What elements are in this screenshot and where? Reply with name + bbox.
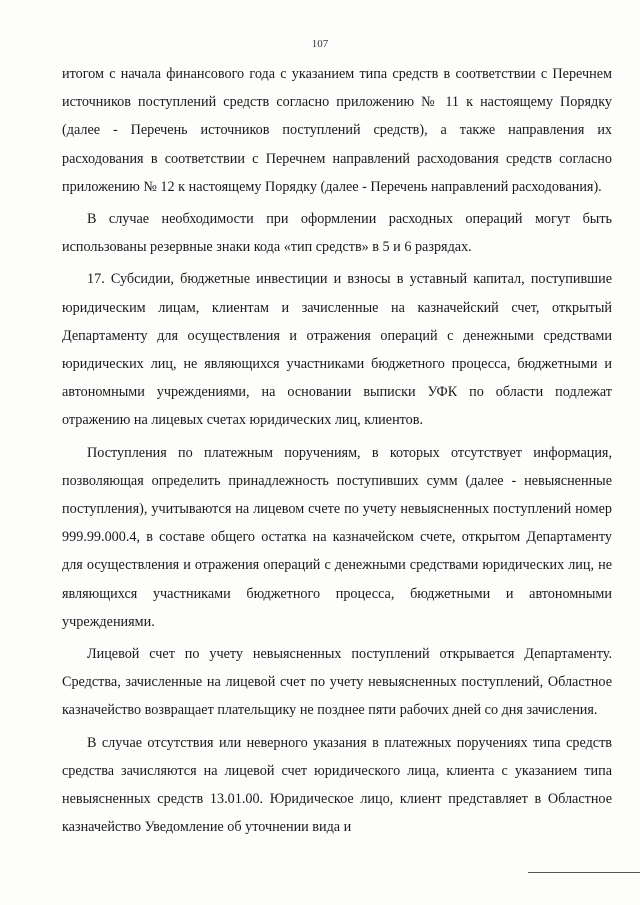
footer-rule [528, 872, 640, 873]
paragraph-item-17: 17. Субсидии, бюджетные инвестиции и взносы в уставный капитал, поступившие юридическим лицам, клиентам и зачисленные на казначейский счет, открытый Департаменту для осуществления и отражения операций с денежными средствами юридических лиц, не являющихся участниками бюджетного процесса, бюджетными и автономными учреждениями, на основании выписки УФК по области подлежат отражению на лицевых счетах юридических лиц, клиентов. [62, 271, 612, 429]
paragraph-account-opening: Лицевой счет по учету невыясненных поступлений открывается Департаменту. Средства, зачисленные на лицевой счет по учету невыясненных поступлений, Областное казначейство возвращает плательщику не позднее пяти рабочих дней со дня зачисления. [62, 646, 612, 719]
paragraph-continuation: итогом с начала финансового года с указанием типа средств в соответствии с Перечнем источников поступлений средств согласно приложению № 11 к настоящему Порядку (далее - Перечень источников поступлений средств), а также направления их расходования в соответствии с Перечнем направлений расходования средств согласно приложению № 12 к настоящему Порядку (далее - Перечень направлений расходования). [62, 66, 612, 195]
paragraph-missing-type: В случае отсутствия или неверного указания в платежных поручениях типа средств средства зачисляются на лицевой счет юридического лица, клиента с указанием типа невыясненных средств 13.01.00. Юридическое лицо, клиент представляет в Областное казначейство Уведомление об уточнении вида и [62, 734, 612, 836]
document-body [62, 60, 612, 841]
paragraph-reserve-codes: В случае необходимости при оформлении расходных операций могут быть использованы резервные знаки кода «тип средств» в 5 и 6 разрядах. [62, 211, 612, 256]
page-number: 107 [311, 38, 329, 50]
paragraph-unclarified-receipts: Поступления по платежным поручениям, в которых отсутствует информация, позволяющая определить принадлежность поступивших сумм (далее - невыясненные поступления), учитываются на лицевом счете по учету невыясненных поступлений номер 999.99.000.4, в составе общего остатка на казначейском счете, открытом Департаменту для осуществления и отражения операций с денежными средствами юридических лиц, не являющихся участниками бюджетного процесса, бюджетными и автономными учреждениями. [62, 444, 612, 630]
